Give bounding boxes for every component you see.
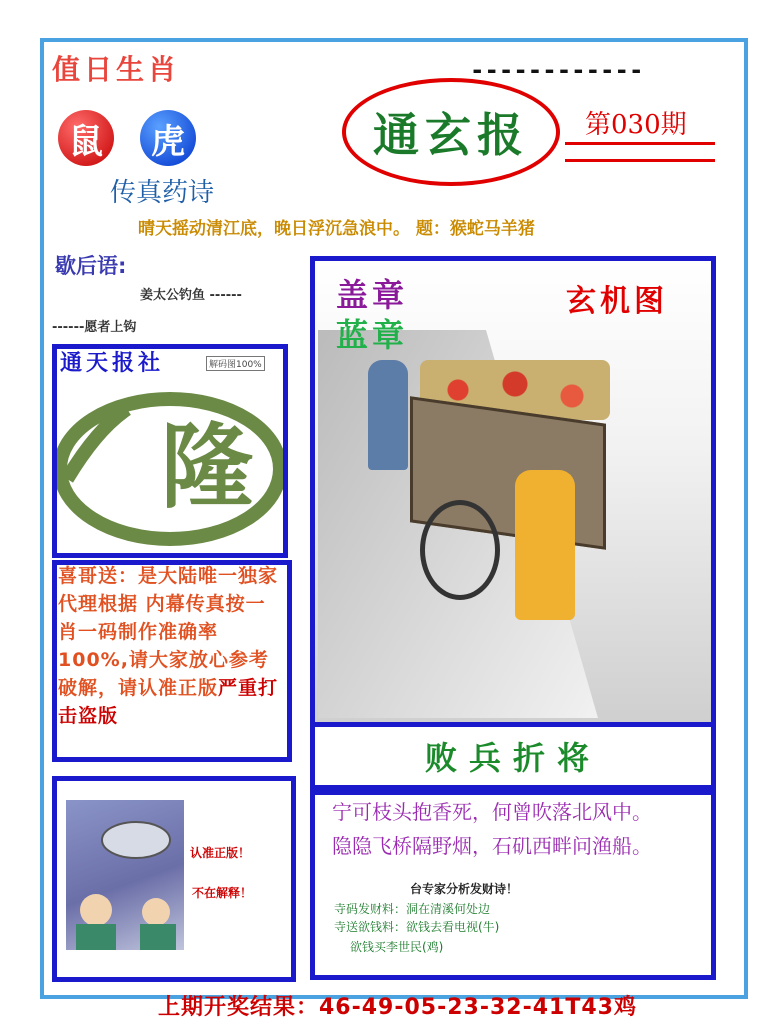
newspaper-title: 通天报社 (60, 351, 165, 376)
verse-line-1: 宁可枝头抱香死，何曾吹落北风中。 (332, 800, 652, 824)
verse-line-2: 隐隐飞桥隔野烟，石矶西畔问渔船。 (332, 834, 652, 858)
doctor-scene-image (66, 800, 184, 950)
verse-line-3: 寺码发财料：洞在清溪何处边 (334, 902, 491, 916)
last-draw-result: 上期开奖结果：46-49-05-23-32-41T43鸡 (158, 995, 637, 1020)
issue-underline (565, 142, 715, 162)
riddle-label: 歇后语: (55, 254, 127, 278)
issue-number: 第030期 (585, 110, 687, 140)
doctor-note-2: 不在解释！ (192, 886, 253, 900)
riddle-line-1: 姜太公钓鱼 ------ (140, 288, 242, 303)
doctor-note-1: 认准正版！ (190, 846, 251, 860)
promo-text-main: 喜哥送：是大陆唯一独家代理根据 内幕传真按一肖一码制作准确率100%,请大家放心参考破解，请认准正版 (58, 565, 279, 699)
top-dash-line: ------------ (470, 56, 644, 84)
zodiac-rat-badge: 鼠 (58, 110, 114, 166)
caption-box (310, 722, 716, 790)
stamp-purple: 盖章 (336, 276, 409, 314)
poem-line: 晴天摇动清江底，晚日浮沉急浪中。 题：猴蛇马羊猪 (138, 219, 535, 239)
zodiac-tiger-badge: 虎 (140, 110, 196, 166)
seal-graphic (57, 349, 283, 553)
brand-logo-text: 通玄报 (373, 108, 529, 162)
riddle-line-2: ------愿者上钩 (52, 320, 137, 335)
seal-char: 隆 (160, 413, 254, 521)
promo-text (58, 562, 284, 730)
picture-title: 玄机图 (566, 284, 668, 319)
promo-text-red: 严重打击盗版 (58, 677, 279, 727)
newspaper-tag: 解码图100% (206, 356, 265, 371)
duty-zodiac-label: 值日生肖 (52, 53, 181, 86)
fax-poem-label: 传真药诗 (110, 178, 215, 208)
verse-line-5: 欲钱买李世民(鸡) (350, 940, 444, 954)
verse-line-4: 寺送欲钱料：欲钱去看电视(牛) (334, 920, 500, 934)
expert-title: 台专家分析发财诗！ (410, 882, 519, 896)
stamp-green: 蓝章 (336, 316, 409, 354)
picture-caption: 败兵折将 (424, 739, 601, 777)
brand-logo (342, 78, 560, 186)
